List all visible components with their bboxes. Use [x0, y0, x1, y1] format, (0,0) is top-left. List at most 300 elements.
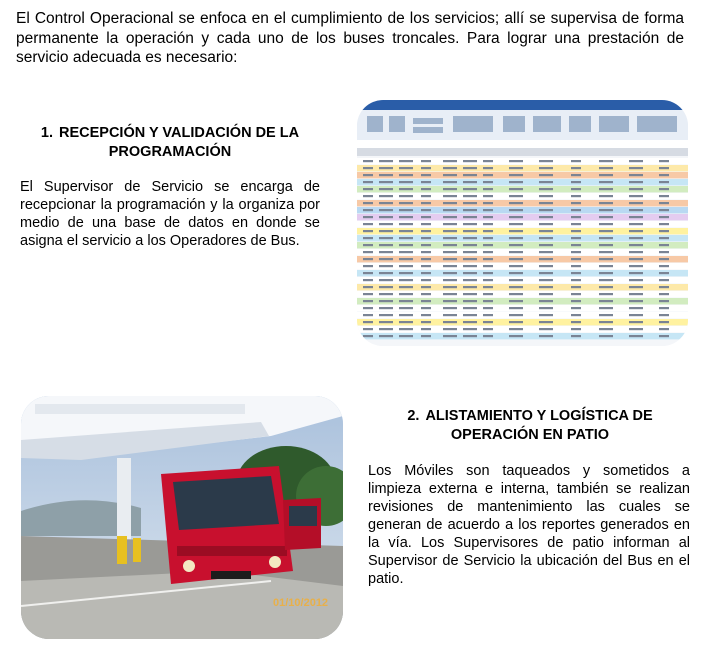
section2-number: 2. — [407, 408, 420, 424]
sheet-cell — [399, 188, 413, 190]
sheet-cell — [509, 293, 523, 295]
sheet-cell — [463, 321, 477, 323]
sheet-cell — [483, 160, 493, 162]
sheet-cell — [421, 167, 431, 169]
sheet-cell — [399, 272, 413, 274]
sheet-cell — [463, 328, 477, 330]
sheet-cell — [571, 272, 581, 274]
sheet-cell — [483, 272, 493, 274]
sheet-cell — [463, 314, 477, 316]
sheet-cell — [463, 258, 477, 260]
sheet-cell — [629, 279, 643, 281]
sheet-cell — [571, 237, 581, 239]
sheet-cell — [659, 230, 669, 232]
sheet-cell — [421, 251, 431, 253]
sheet-cell — [421, 272, 431, 274]
sheet-cell — [599, 307, 613, 309]
sheet-cell — [539, 328, 553, 330]
sheet-cell — [483, 181, 493, 183]
sheet-cell — [421, 328, 431, 330]
sheet-cell — [399, 307, 413, 309]
sheet-cell — [599, 209, 613, 211]
sheet-cell — [421, 174, 431, 176]
sheet-cell — [659, 286, 669, 288]
sheet-cell — [629, 314, 643, 316]
sheet-cell — [659, 307, 669, 309]
sheet-cell — [483, 335, 493, 337]
sheet-cell — [509, 223, 523, 225]
sheet-cell — [599, 230, 613, 232]
sheet-cell — [539, 181, 553, 183]
section1-title-line2: PROGRAMACIÓN — [108, 144, 232, 160]
sheet-cell — [443, 195, 457, 197]
sheet-cell — [659, 265, 669, 267]
sheet-cell — [399, 328, 413, 330]
sheet-cell — [599, 300, 613, 302]
sheet-cell — [379, 321, 393, 323]
sheet-cell — [539, 293, 553, 295]
sheet-cell — [443, 314, 457, 316]
sheet-cell — [629, 167, 643, 169]
sheet-cell — [379, 237, 393, 239]
sheet-cell — [539, 244, 553, 246]
sheet-cell — [629, 307, 643, 309]
section1-title-line1: RECEPCIÓN Y VALIDACIÓN DE LA — [59, 125, 300, 141]
sheet-cell — [659, 258, 669, 260]
sheet-cell — [509, 167, 523, 169]
sheet-cell — [483, 223, 493, 225]
sheet-cell — [571, 216, 581, 218]
sheet-cell — [571, 328, 581, 330]
sheet-cell — [379, 286, 393, 288]
sheet-cell — [629, 174, 643, 176]
sheet-cell — [399, 216, 413, 218]
sheet-cell — [443, 167, 457, 169]
sheet-cell — [399, 279, 413, 281]
sheet-cell — [571, 258, 581, 260]
sheet-cell — [483, 167, 493, 169]
sheet-cell — [659, 328, 669, 330]
sheet-cell — [629, 223, 643, 225]
sheet-cell — [483, 188, 493, 190]
sheet-cell — [483, 300, 493, 302]
sheet-cell — [443, 251, 457, 253]
sheet-cell — [463, 293, 477, 295]
sheet-cell — [399, 195, 413, 197]
sheet-cell — [571, 223, 581, 225]
sheet-cell — [379, 202, 393, 204]
sheet-cell — [379, 258, 393, 260]
sheet-cell — [443, 174, 457, 176]
sheet-cell — [463, 174, 477, 176]
sheet-cell — [659, 300, 669, 302]
sheet-cell — [539, 188, 553, 190]
sheet-cell — [483, 195, 493, 197]
sheet-cell — [629, 293, 643, 295]
sheet-cell — [629, 181, 643, 183]
sheet-cell — [539, 307, 553, 309]
sheet-cell — [599, 237, 613, 239]
sheet-cell — [379, 251, 393, 253]
sheet-cell — [363, 321, 373, 323]
sheet-cell — [463, 223, 477, 225]
sheet-cell — [443, 160, 457, 162]
sheet-cell — [363, 265, 373, 267]
sheet-cell — [483, 251, 493, 253]
sheet-cell — [659, 216, 669, 218]
sheet-cell — [443, 293, 457, 295]
sheet-cell — [421, 279, 431, 281]
sheet-cell — [421, 300, 431, 302]
sheet-cell — [483, 307, 493, 309]
sheet-cell — [379, 300, 393, 302]
sheet-cell — [463, 300, 477, 302]
sheet-cell — [509, 321, 523, 323]
sheet-cell — [629, 216, 643, 218]
sheet-cell — [443, 230, 457, 232]
sheet-cell — [483, 209, 493, 211]
sheet-cell — [399, 293, 413, 295]
sheet-cell — [599, 251, 613, 253]
spreadsheet-image — [357, 100, 688, 346]
sheet-cell — [599, 202, 613, 204]
sheet-cell — [509, 328, 523, 330]
sheet-cell — [571, 195, 581, 197]
sheet-cell — [539, 314, 553, 316]
sheet-cell — [443, 286, 457, 288]
sheet-cell — [463, 181, 477, 183]
sheet-cell — [539, 321, 553, 323]
sheet-cell — [363, 335, 373, 337]
sheet-cell — [379, 167, 393, 169]
sheet-cell — [629, 265, 643, 267]
sheet-cell — [379, 293, 393, 295]
section1-number: 1. — [40, 125, 53, 141]
sheet-cell — [463, 230, 477, 232]
sheet-cell — [539, 167, 553, 169]
sheet-cell — [483, 293, 493, 295]
sheet-cell — [363, 244, 373, 246]
sheet-cell — [363, 279, 373, 281]
section2-title-line1: ALISTAMIENTO Y LOGÍSTICA DE — [425, 408, 653, 424]
sheet-cell — [659, 335, 669, 337]
sheet-cell — [509, 202, 523, 204]
sheet-cell — [483, 202, 493, 204]
sheet-cell — [483, 328, 493, 330]
sheet-cell — [421, 314, 431, 316]
sheet-cell — [629, 230, 643, 232]
sheet-cell — [363, 216, 373, 218]
sheet-cell — [443, 328, 457, 330]
sheet-cell — [629, 188, 643, 190]
sheet-cell — [571, 293, 581, 295]
sheet-cell — [571, 181, 581, 183]
sheet-cell — [483, 314, 493, 316]
sheet-cell — [421, 209, 431, 211]
sheet-cell — [571, 251, 581, 253]
sheet-cell — [509, 181, 523, 183]
sheet-cell — [399, 244, 413, 246]
sheet-cell — [421, 160, 431, 162]
sheet-cell — [509, 265, 523, 267]
sheet-cell — [399, 181, 413, 183]
sheet-cell — [539, 174, 553, 176]
sheet-cell — [443, 279, 457, 281]
sheet-cell — [659, 167, 669, 169]
sheet-cell — [463, 160, 477, 162]
sheet-cell — [379, 272, 393, 274]
sheet-cell — [363, 188, 373, 190]
sheet-cell — [599, 188, 613, 190]
sheet-cell — [571, 188, 581, 190]
sheet-cell — [379, 328, 393, 330]
sheet-cell — [599, 181, 613, 183]
sheet-cell — [443, 209, 457, 211]
sheet-cell — [379, 188, 393, 190]
sheet-cell — [421, 258, 431, 260]
sheet-cell — [629, 286, 643, 288]
sheet-cell — [421, 286, 431, 288]
sheet-cell — [483, 321, 493, 323]
sheet-cell — [421, 244, 431, 246]
sheet-cell — [379, 265, 393, 267]
sheet-cell — [463, 265, 477, 267]
spreadsheet-graphic — [357, 100, 688, 346]
bus-photo-graphic — [21, 396, 343, 639]
sheet-cell — [599, 167, 613, 169]
sheet-cell — [539, 237, 553, 239]
sheet-cell — [571, 279, 581, 281]
sheet-cell — [421, 335, 431, 337]
sheet-cell — [379, 160, 393, 162]
sheet-cell — [399, 286, 413, 288]
sheet-cell — [659, 244, 669, 246]
sheet-cell — [463, 195, 477, 197]
sheet-cell — [571, 335, 581, 337]
sheet-cell — [509, 244, 523, 246]
sheet-cell — [539, 216, 553, 218]
sheet-cell — [571, 160, 581, 162]
sheet-cell — [539, 335, 553, 337]
sheet-cell — [629, 237, 643, 239]
sheet-cell — [509, 230, 523, 232]
sheet-cell — [629, 335, 643, 337]
sheet-cell — [363, 314, 373, 316]
sheet-cell — [571, 209, 581, 211]
sheet-cell — [421, 181, 431, 183]
sheet-cell — [599, 265, 613, 267]
sheet-cell — [659, 272, 669, 274]
sheet-cell — [599, 216, 613, 218]
sheet-cell — [443, 307, 457, 309]
sheet-cell — [363, 230, 373, 232]
sheet-cell — [483, 265, 493, 267]
sheet-cell — [539, 272, 553, 274]
sheet-cell — [659, 251, 669, 253]
sheet-cell — [629, 328, 643, 330]
sheet-cell — [421, 321, 431, 323]
sheet-cell — [571, 286, 581, 288]
sheet-cell — [659, 314, 669, 316]
sheet-cell — [363, 195, 373, 197]
sheet-cell — [629, 202, 643, 204]
sheet-cell — [571, 230, 581, 232]
sheet-cell — [379, 230, 393, 232]
sheet-cell — [539, 195, 553, 197]
sheet-cell — [571, 265, 581, 267]
sheet-cell — [399, 160, 413, 162]
sheet-cell — [443, 244, 457, 246]
sheet-cell — [599, 258, 613, 260]
sheet-cell — [539, 209, 553, 211]
sheet-cell — [483, 216, 493, 218]
sheet-cell — [443, 272, 457, 274]
section2-heading — [380, 407, 680, 445]
sheet-cell — [509, 216, 523, 218]
sheet-cell — [539, 251, 553, 253]
sheet-cell — [571, 202, 581, 204]
sheet-cell — [363, 286, 373, 288]
sheet-cell — [363, 167, 373, 169]
sheet-cell — [483, 244, 493, 246]
sheet-cell — [399, 167, 413, 169]
sheet-cell — [659, 293, 669, 295]
sheet-cell — [421, 202, 431, 204]
sheet-cell — [539, 160, 553, 162]
sheet-cell — [399, 335, 413, 337]
sheet-cell — [443, 237, 457, 239]
sheet-cell — [599, 174, 613, 176]
section2-title-line2: OPERACIÓN EN PATIO — [450, 427, 610, 443]
sheet-cell — [399, 251, 413, 253]
sheet-cell — [599, 293, 613, 295]
sheet-cell — [659, 279, 669, 281]
bus-photo — [21, 396, 343, 639]
sheet-cell — [539, 300, 553, 302]
sheet-cell — [399, 265, 413, 267]
sheet-cell — [599, 314, 613, 316]
sheet-cell — [509, 258, 523, 260]
sheet-cell — [599, 195, 613, 197]
sheet-cell — [363, 251, 373, 253]
sheet-cell — [659, 202, 669, 204]
sheet-cell — [399, 237, 413, 239]
sheet-cell — [629, 321, 643, 323]
sheet-cell — [659, 174, 669, 176]
sheet-cell — [539, 279, 553, 281]
sheet-cell — [599, 160, 613, 162]
sheet-cell — [363, 293, 373, 295]
sheet-cell — [363, 223, 373, 225]
sheet-cell — [399, 223, 413, 225]
sheet-cell — [571, 174, 581, 176]
sheet-cell — [509, 279, 523, 281]
sheet-cell — [509, 195, 523, 197]
sheet-cell — [509, 272, 523, 274]
sheet-cell — [379, 195, 393, 197]
sheet-cell — [629, 251, 643, 253]
sheet-cell — [463, 335, 477, 337]
sheet-cell — [629, 244, 643, 246]
sheet-cell — [363, 328, 373, 330]
sheet-cell — [659, 160, 669, 162]
sheet-cell — [463, 307, 477, 309]
sheet-cell — [379, 307, 393, 309]
sheet-cell — [599, 328, 613, 330]
sheet-cell — [509, 300, 523, 302]
sheet-cell — [363, 181, 373, 183]
sheet-cell — [443, 321, 457, 323]
sheet-cell — [509, 251, 523, 253]
sheet-cell — [659, 209, 669, 211]
sheet-cell — [443, 223, 457, 225]
sheet-cell — [399, 258, 413, 260]
sheet-cell — [509, 174, 523, 176]
sheet-cell — [463, 244, 477, 246]
sheet-cell — [463, 286, 477, 288]
sheet-cell — [659, 321, 669, 323]
sheet-cell — [463, 279, 477, 281]
sheet-cell — [399, 321, 413, 323]
sheet-cell — [421, 216, 431, 218]
sheet-cell — [571, 314, 581, 316]
sheet-cell — [629, 258, 643, 260]
sheet-cell — [363, 307, 373, 309]
sheet-cell — [629, 209, 643, 211]
sheet-cell — [509, 286, 523, 288]
sheet-cell — [463, 251, 477, 253]
sheet-cell — [379, 244, 393, 246]
sheet-cell — [421, 188, 431, 190]
sheet-cell — [399, 209, 413, 211]
sheet-cell — [599, 223, 613, 225]
sheet-cell — [379, 279, 393, 281]
sheet-cell — [629, 160, 643, 162]
sheet-cell — [659, 223, 669, 225]
sheet-cell — [659, 237, 669, 239]
sheet-cell — [509, 335, 523, 337]
sheet-cell — [379, 181, 393, 183]
sheet-cell — [463, 209, 477, 211]
sheet-cell — [363, 237, 373, 239]
sheet-cell — [399, 230, 413, 232]
sheet-cell — [443, 258, 457, 260]
sheet-cell — [363, 272, 373, 274]
sheet-cell — [539, 265, 553, 267]
sheet-cell — [483, 279, 493, 281]
sheet-cell — [599, 272, 613, 274]
sheet-cell — [539, 286, 553, 288]
sheet-cell — [463, 216, 477, 218]
sheet-cell — [421, 223, 431, 225]
sheet-cell — [539, 258, 553, 260]
sheet-cell — [659, 181, 669, 183]
sheet-cell — [571, 300, 581, 302]
sheet-cell — [379, 335, 393, 337]
sheet-cell — [421, 195, 431, 197]
sheet-cell — [443, 181, 457, 183]
sheet-cell — [599, 321, 613, 323]
sheet-cell — [599, 335, 613, 337]
sheet-cell — [363, 300, 373, 302]
sheet-cell — [379, 216, 393, 218]
section2-body: Los Móviles son taqueados y sometidos a limpieza externa e interna, también se realizan revisiones de mantenimiento las cuales se generan de acuerdo a los reportes generados en la vía. Los Supervisores de patio informan al Supervisor de Servicio la ubicación del Bus en el patio. — [368, 463, 690, 587]
sheet-cell — [443, 216, 457, 218]
sheet-cell — [571, 321, 581, 323]
sheet-cell — [379, 314, 393, 316]
sheet-cell — [509, 314, 523, 316]
sheet-cell — [399, 300, 413, 302]
